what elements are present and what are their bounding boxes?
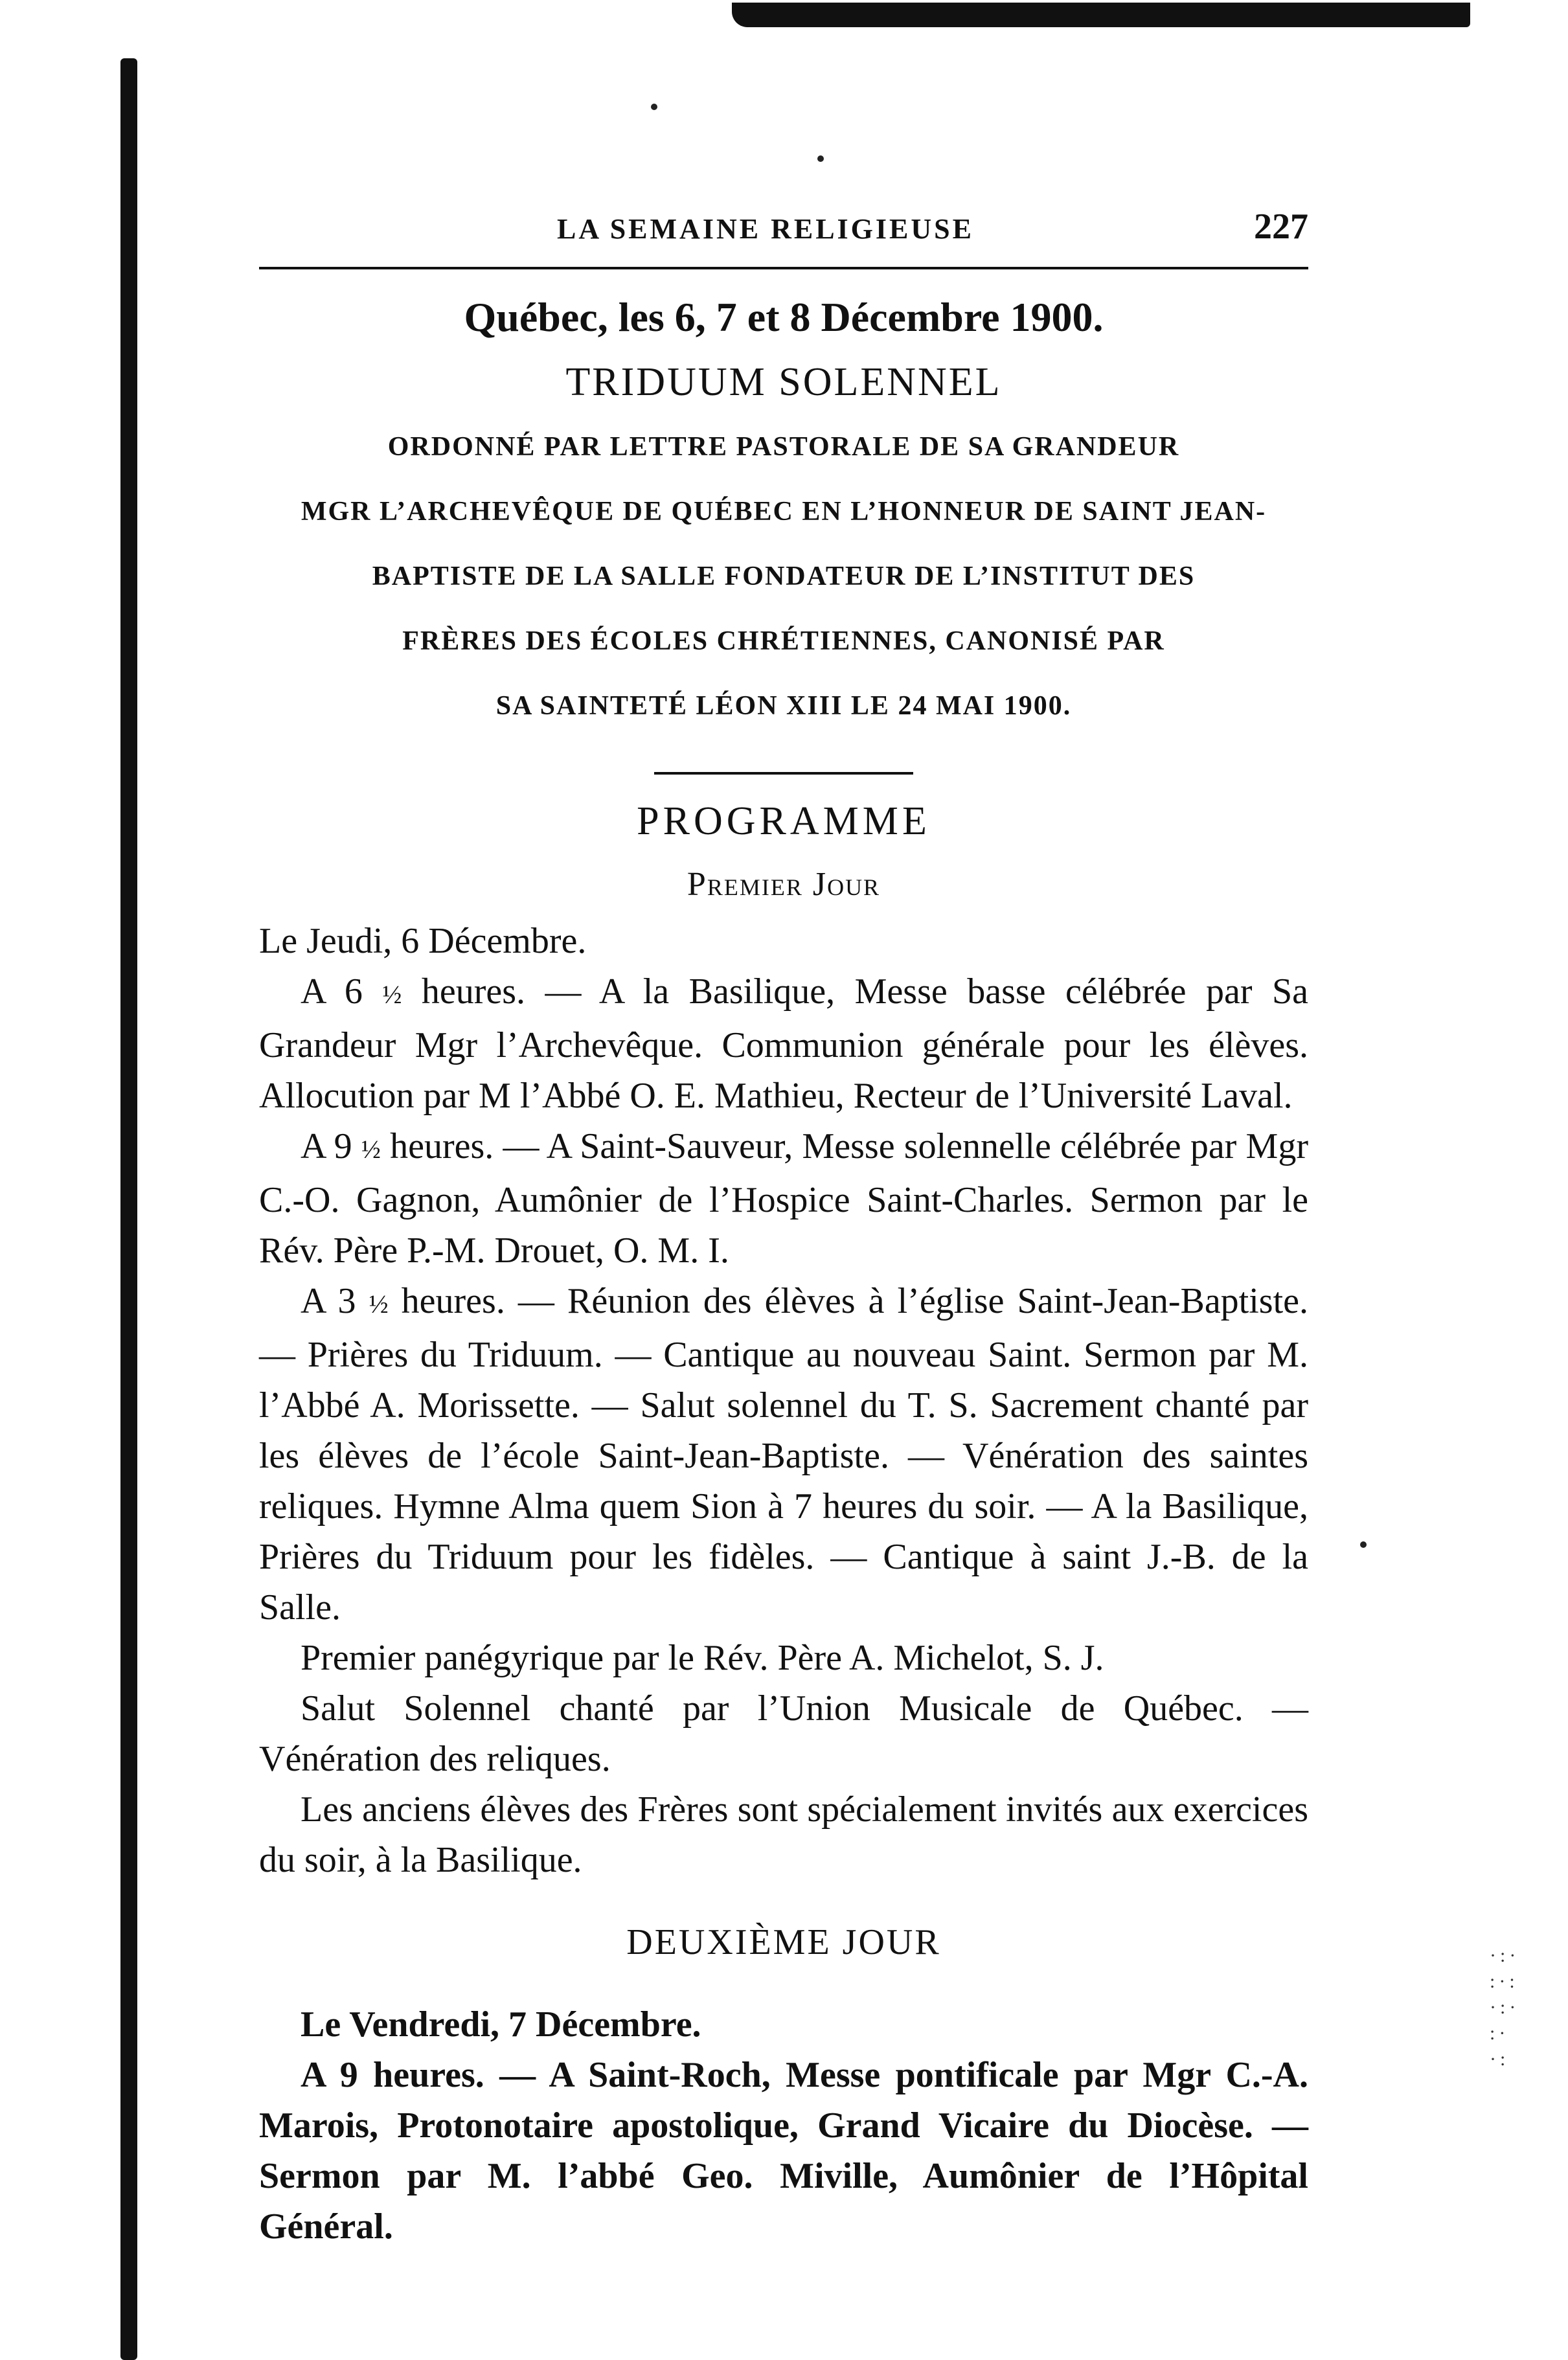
subtitle-line: FRÈRES DES ÉCOLES CHRÉTIENNES, CANONISÉ PAR: [402, 626, 1165, 656]
time-fraction: ½: [382, 980, 402, 1009]
subtitle-line: SA SAINTETÉ LÉON XIII LE 24 MAI 1900.: [495, 691, 1072, 721]
programme-heading: PROGRAMME: [637, 799, 931, 843]
scan-speck: [651, 104, 657, 110]
day2-paragraph: A 9 heures. — A Saint-Roch, Messe pontificale par Mgr C.-A. Marois, Protonotaire apostolique, Grand Vicaire du Diocèse. — Sermon par M. l’abbé Geo. Miville, Aumônier de l’Hôpital Général.: [259, 2055, 1308, 2247]
day1-date: Le Jeudi, 6 Décembre.: [259, 921, 587, 961]
time-fraction: ½: [369, 1289, 389, 1319]
running-title: LA SEMAINE RELIGIEUSE: [557, 213, 974, 245]
subtitle-line: MGR L’ARCHEVÊQUE DE QUÉBEC EN L’HONNEUR DE SAINT JEAN-: [301, 497, 1267, 527]
section-rule: [654, 772, 913, 775]
day2-heading: DEUXIÈME JOUR: [626, 1922, 941, 1962]
scan-noise: ·:· :·: ·:· :· ·:: [1490, 1945, 1520, 2070]
scan-edge-top: [732, 3, 1470, 27]
paragraph-text: heures. — A Saint-Sauveur, Messe solennelle célébrée par Mgr C.-O. Gagnon, Aumônier de l’Hospice Saint-Charles. Sermon par le Rév. Père P.-M. Drouet, O. M. I.: [259, 1126, 1309, 1271]
scan-edge-left: [120, 58, 137, 2360]
day1-paragraph: [259, 1121, 1308, 1276]
day2-date: Le Vendredi, 7 Décembre.: [301, 2004, 701, 2045]
scan-speck: [1360, 1541, 1367, 1548]
main-heading: TRIDUUM SOLENNEL: [565, 360, 1002, 404]
day1-paragraph: [259, 1276, 1308, 1633]
time-prefix: A 3: [301, 1281, 356, 1321]
day1-paragraph: [259, 966, 1308, 1121]
day1-paragraph: Les anciens élèves des Frères sont spécialement invités aux exercices du soir, à la Basilique.: [259, 1789, 1308, 1880]
date-line: Québec, les 6, 7 et 8 Décembre 1900.: [464, 294, 1104, 340]
subtitle-line: ORDONNÉ PAR LETTRE PASTORALE DE SA GRANDEUR: [387, 432, 1180, 462]
day2-block: [259, 1999, 1308, 2252]
time-fraction: ½: [361, 1135, 381, 1164]
page-number: 227: [1254, 207, 1308, 247]
time-prefix: A 6: [301, 971, 363, 1012]
paragraph-text: heures. — A la Basilique, Messe basse célébrée par Sa Grandeur Mgr l’Archevêque. Communion générale pour les élèves. Allocution par M l’Abbé O. E. Mathieu, Recteur de l’Université Laval.: [259, 971, 1308, 1116]
day1-paragraph: Premier panégyrique par le Rév. Père A. Michelot, S. J.: [301, 1638, 1104, 1678]
running-head: [259, 206, 1308, 258]
subtitle-line: BAPTISTE DE LA SALLE FONDATEUR DE L’INSTITUT DES: [372, 562, 1196, 591]
time-prefix: A 9: [301, 1126, 352, 1166]
subtitle-block: [259, 414, 1308, 738]
paragraph-text: heures. — Réunion des élèves à l’église Saint-Jean-Baptiste. — Prières du Triduum. — Cantique au nouveau Saint. Sermon par M. l’Abbé A. Morissette. — Salut solennel du T. S. Sacrement chanté par les élèves de l’école Saint-Jean-Baptiste. — Vénération des saintes reliques. Hymne Alma quem Sion à 7 heures du soir. — A la Basilique, Prières du Triduum pour les fidèles. — Cantique à saint J.-B. de la Salle.: [259, 1281, 1308, 1628]
day1-paragraph: Salut Solennel chanté par l’Union Musicale de Québec. — Vénération des reliques.: [259, 1688, 1308, 1779]
scan-speck: [817, 155, 824, 162]
day1-heading: Premier Jour: [687, 866, 881, 903]
page-body: [259, 285, 1308, 2252]
header-rule: [259, 267, 1308, 269]
